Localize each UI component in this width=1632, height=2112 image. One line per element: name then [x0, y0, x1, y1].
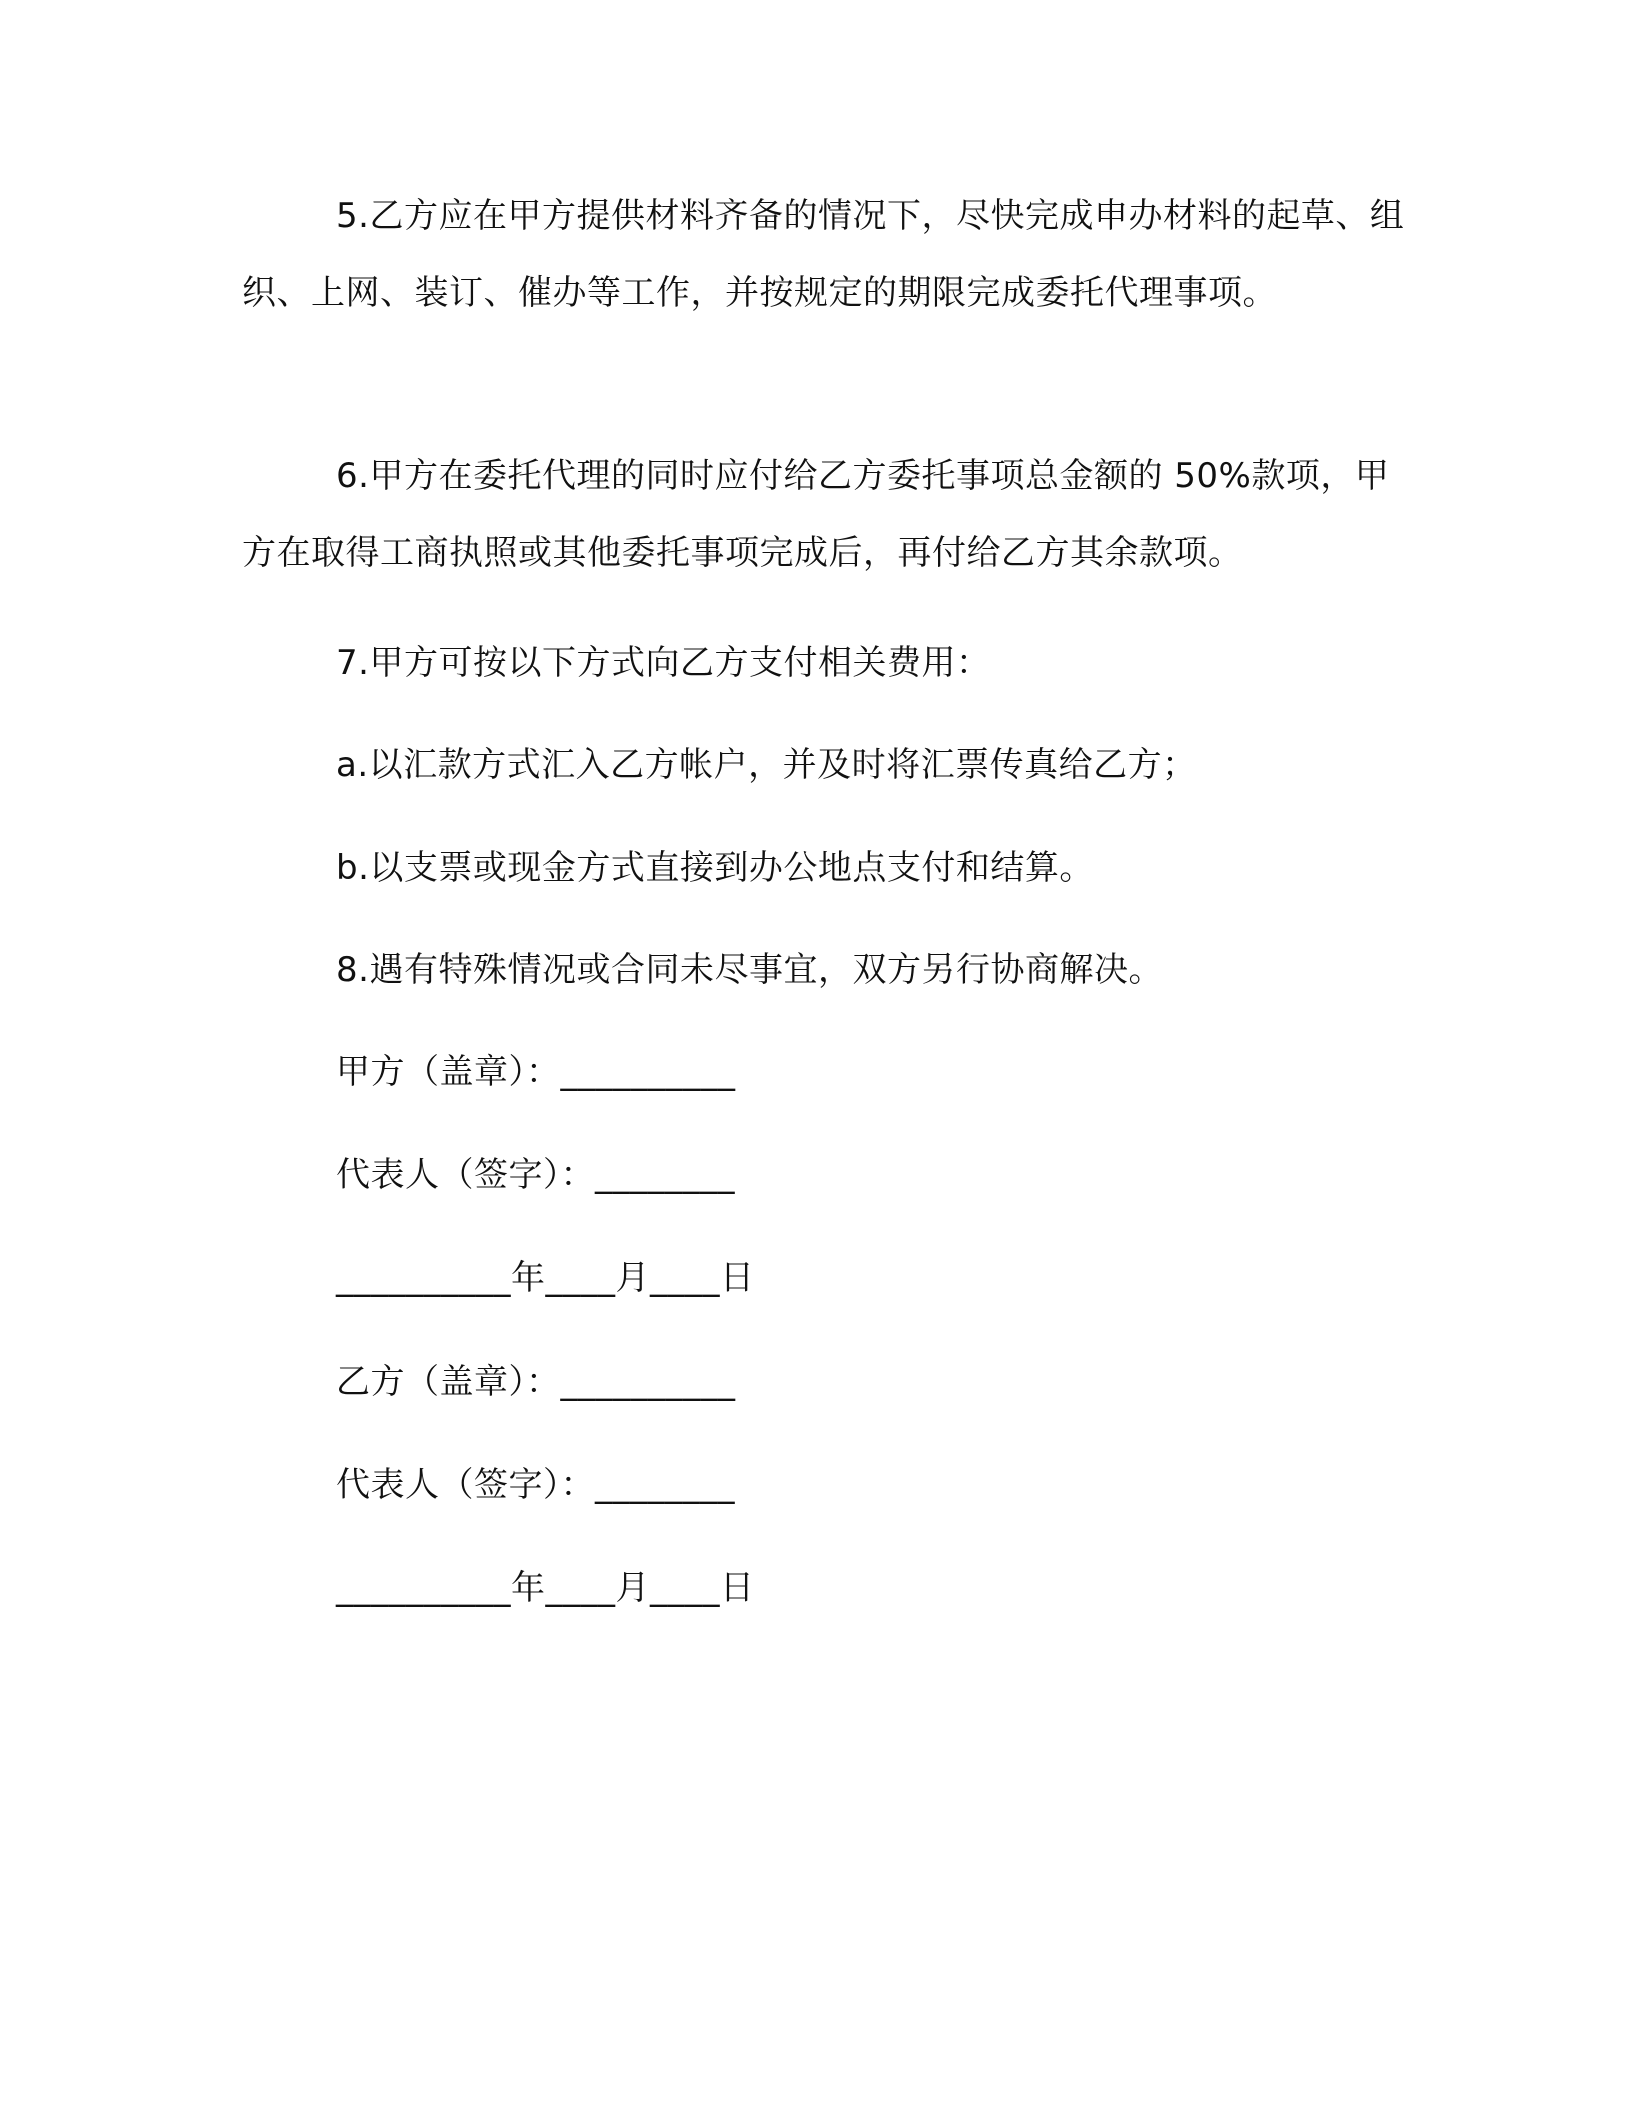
party-a-seal-field: 甲方（盖章）：__________	[336, 1052, 736, 1092]
party-a-representative-field: 代表人（签字）：________	[336, 1155, 735, 1195]
party-a-date-field: __________年____月____日	[336, 1258, 755, 1298]
clause-7b: b.以支票或现金方式直接到办公地点支付和结算。	[336, 848, 1094, 888]
clause-6: 6.甲方在委托代理的同时应付给乙方委托事项总金额的 50%款项，甲方在取得工商执照或其他委托事项完成后，再付给乙方其余款项。	[242, 456, 1390, 573]
party-b-date-field: __________年____月____日	[336, 1568, 755, 1608]
clause-7: 7.甲方可按以下方式向乙方支付相关费用：	[336, 643, 991, 683]
clause-8: 8.遇有特殊情况或合同未尽事宜，双方另行协商解决。	[336, 950, 1163, 990]
party-b-representative-field: 代表人（签字）：________	[336, 1465, 735, 1505]
party-b-seal-field: 乙方（盖章）：__________	[336, 1362, 736, 1402]
clause-5: 5.乙方应在甲方提供材料齐备的情况下，尽快完成申办材料的起草、组织、上网、装订、催办等工作，并按规定的期限完成委托代理事项。	[242, 196, 1405, 313]
clause-7a: a.以汇款方式汇入乙方帐户，并及时将汇票传真给乙方；	[336, 745, 1197, 785]
